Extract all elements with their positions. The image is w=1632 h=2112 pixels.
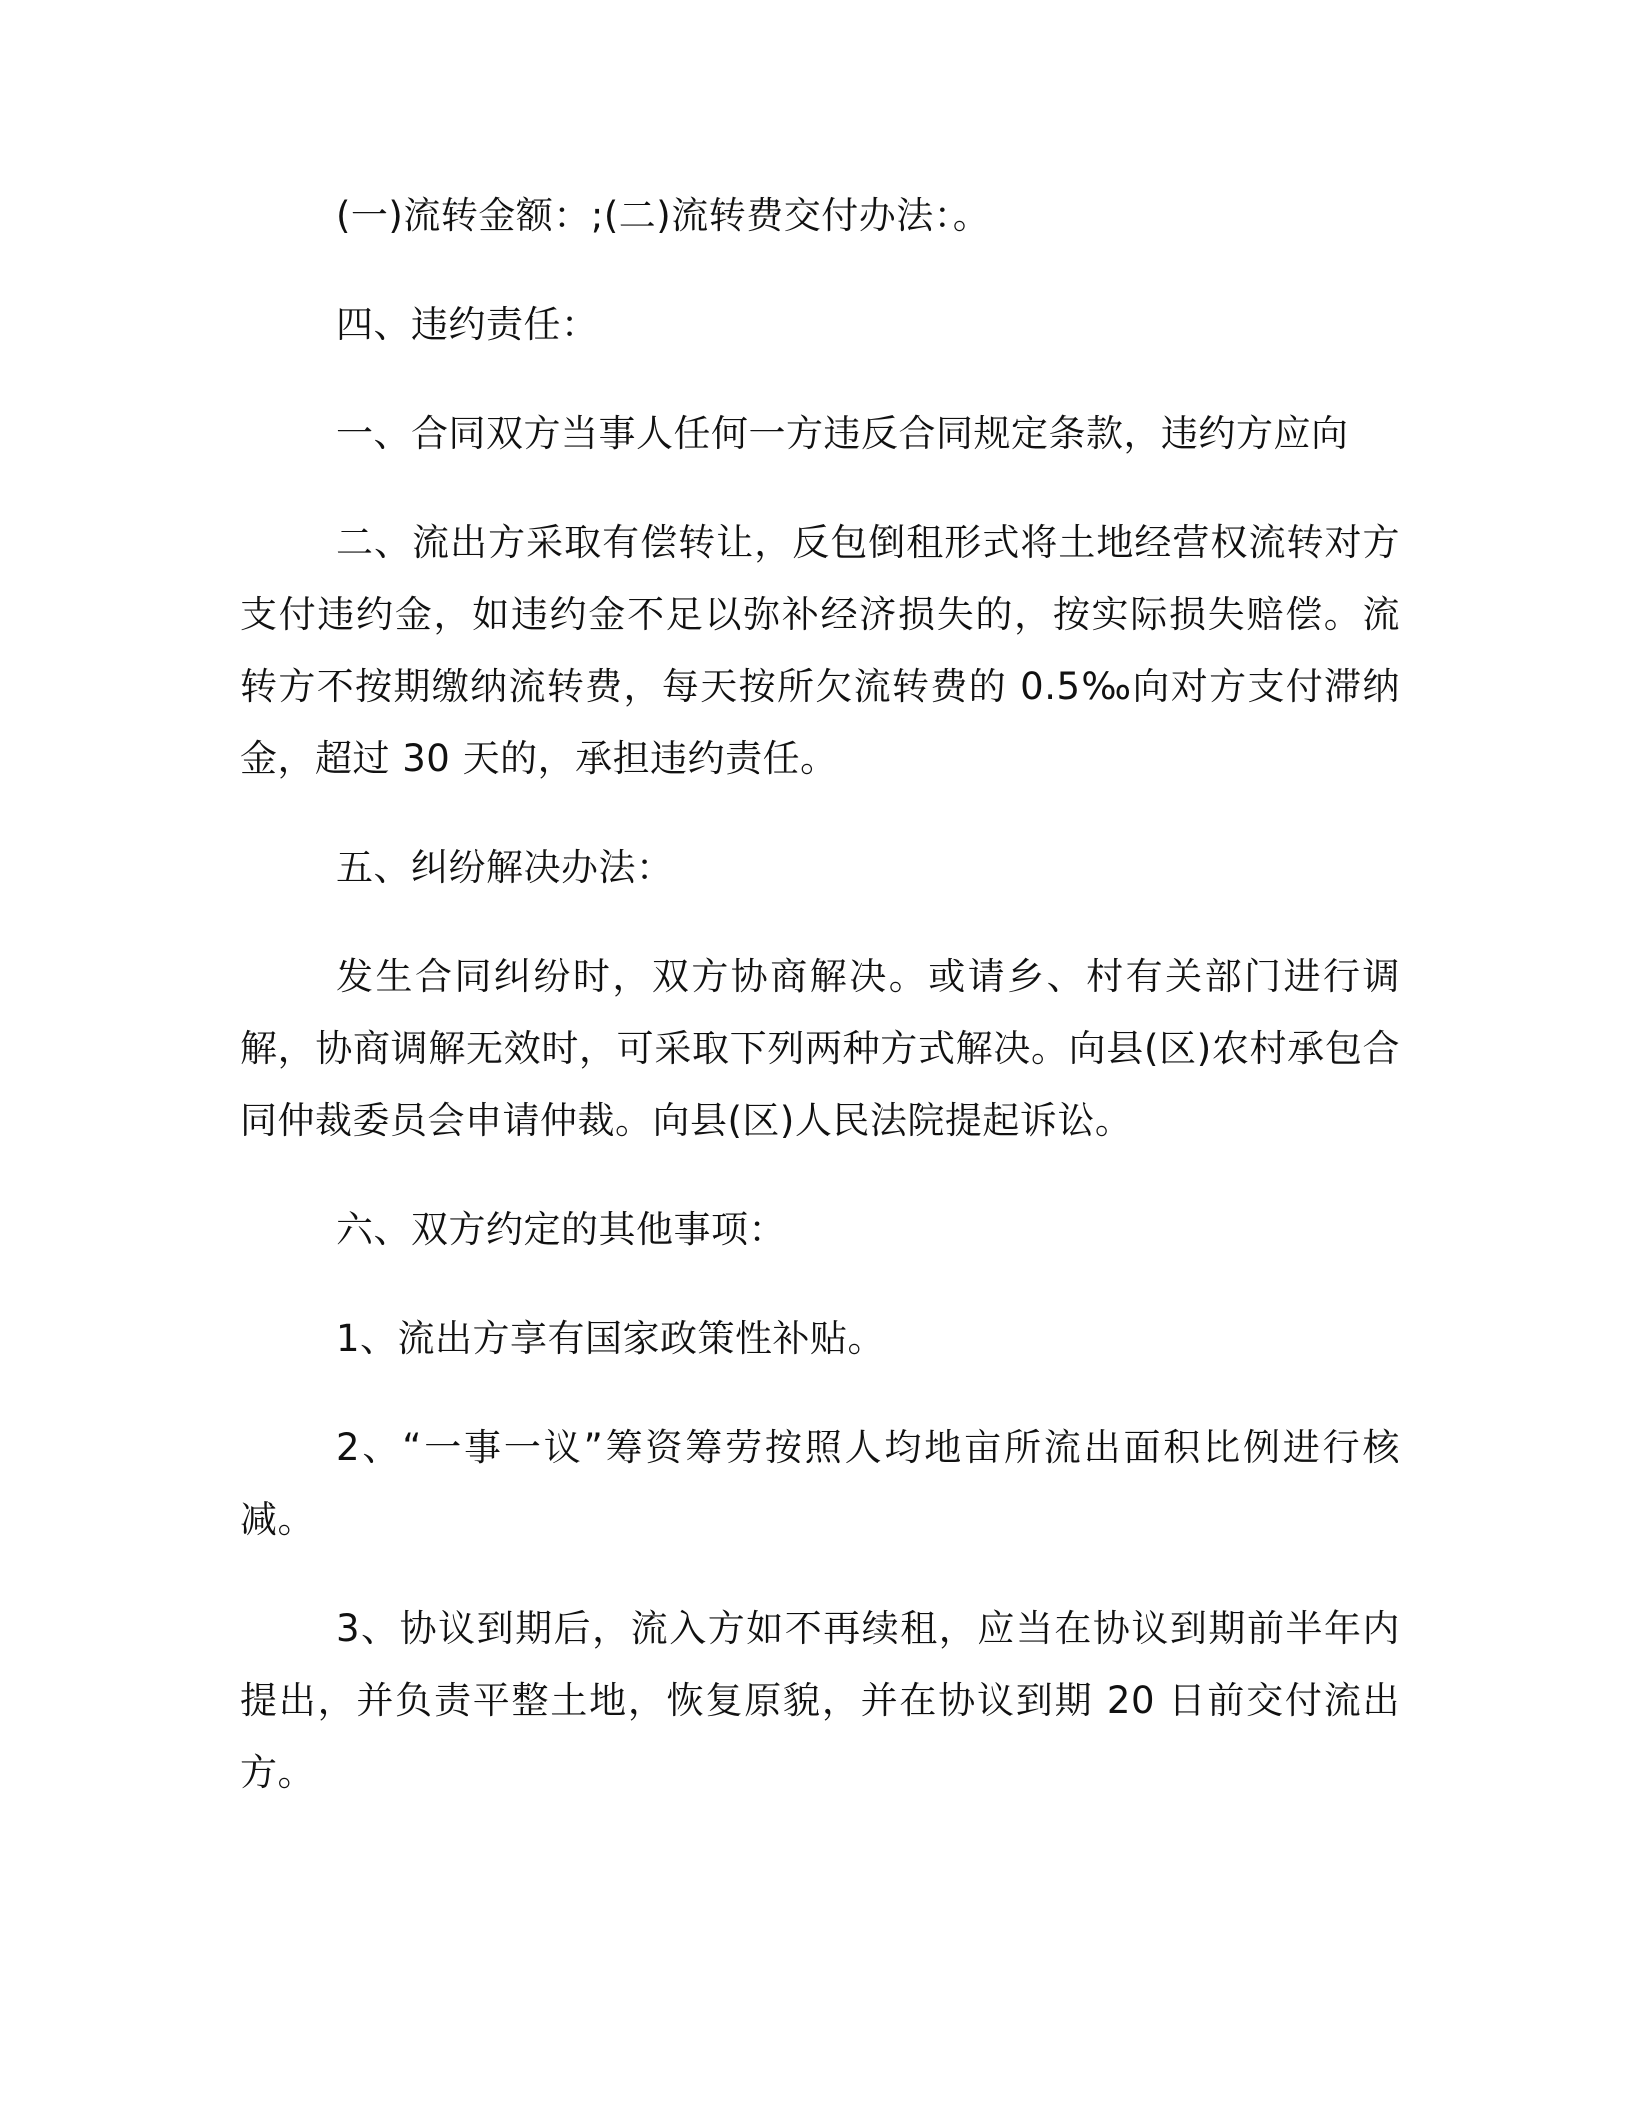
- document-page: [240, 180, 1400, 1846]
- paragraph-other-matter-3: 3、协议到期后，流入方如不再续租，应当在协议到期前半年内提出，并负责平整土地，恢复原貌，并在协议到期 20 日前交付流出方。: [240, 1607, 1400, 1794]
- paragraph-breach-clause-1: 一、合同双方当事人任何一方违反合同规定条款，违约方应向: [336, 412, 1349, 455]
- paragraph-other-matter-1: 1、流出方享有国家政策性补贴。: [336, 1317, 886, 1360]
- paragraph-transfer-amount: (一)流转金额：;(二)流转费交付办法：。: [336, 194, 991, 237]
- paragraph-breach-clause-2: 二、流出方采取有偿转让，反包倒租形式将土地经营权流转对方支付违约金，如违约金不足以弥补经济损失的，按实际损失赔偿。流转方不按期缴纳流转费，每天按所欠流转费的 0.5‰向对方支付滞纳金，超过 30 天的，承担违约责任。: [240, 521, 1400, 780]
- paragraph-other-matter-2: 2、“一事一议”筹资筹劳按照人均地亩所流出面积比例进行核减。: [240, 1426, 1400, 1541]
- paragraph-dispute-resolution: 发生合同纠纷时，双方协商解决。或请乡、村有关部门进行调解，协商调解无效时，可采取下列两种方式解决。向县(区)农村承包合同仲裁委员会申请仲裁。向县(区)人民法院提起诉讼。: [240, 955, 1400, 1142]
- heading-other-matters: 六、双方约定的其他事项：: [336, 1208, 786, 1251]
- heading-breach-liability: 四、违约责任：: [336, 303, 599, 346]
- heading-dispute-resolution: 五、纠纷解决办法：: [336, 846, 674, 889]
